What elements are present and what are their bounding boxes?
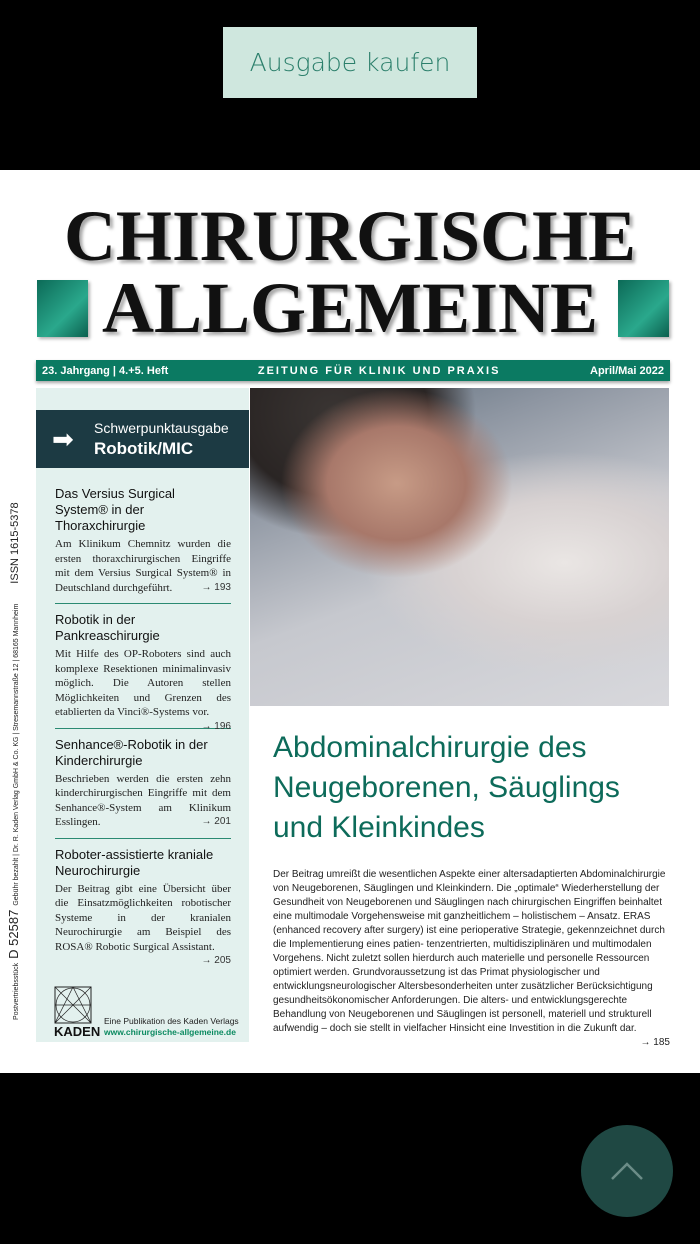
magazine-cover	[0, 170, 700, 1073]
text-line: surgery) ist eine perioperative Strategie, gekennzeichnet durch die Implementierung eines patien-	[273, 925, 665, 950]
text-line: materielle und personelle Ressourcen optimiert werden. Grundvoraussetzung ist das Primat	[273, 953, 650, 978]
article-title: Senhance®-Robotik in der Kinderchirurgie	[55, 736, 208, 768]
article-teaser-block	[55, 882, 231, 966]
article-teaser: Beschrieben werden die ersten zehn kinderchirurgischen Eingriffe mit dem Senhance®-System am Klinikum Esslingen.	[55, 772, 231, 828]
issue-date: April/Mai 2022	[590, 364, 664, 377]
kaden-logo-icon	[54, 986, 92, 1024]
postal-prefix: Postvertriebsstück	[13, 962, 20, 1020]
sidebar-article-list	[55, 478, 231, 969]
page-ref: → 196	[201, 720, 231, 732]
page-ref: → 201	[201, 816, 231, 827]
cover-photo	[250, 388, 669, 706]
publisher-text: Eine Publikation des Kaden Verlags	[104, 1016, 239, 1026]
article-teaser: Am Klinikum Chemnitz wurden die ersten thoraxchirurgischen Eingriffe mit dem Versius Surgical System® in Deutschland durchgeführt.	[55, 538, 231, 594]
postal-code: D 52587	[6, 909, 21, 959]
text-line: Behandlung von Neugeborenen und Säuglingen ist personell, materiell und strukturell	[273, 1009, 652, 1020]
article-teaser-block	[55, 647, 231, 732]
text-line: physiologischer und entwicklungsneurologischer Altersbesonderheiten unter zusätzlicher	[273, 967, 600, 992]
sidebar-header-topic: Robotik/MIC	[94, 439, 194, 458]
article-title: Roboter-assistierte kraniale Neurochirurgie	[55, 846, 214, 878]
text-line: aufwendig – doch sie stellt in vielfacher Hinsicht eine Investition in die Zukunft dar.	[273, 1023, 637, 1034]
sidebar-article	[55, 729, 231, 839]
article-teaser-block	[55, 772, 231, 830]
cover-headline: Abdominalchirurgie des Neugeborenen, Säuglings und Kleinkindes	[273, 731, 620, 844]
page-ref: → 193	[201, 581, 231, 593]
page-ref: → 205	[201, 955, 231, 966]
article-teaser: Der Beitrag gibt eine Übersicht über die Einsatzmöglichkeiten robotischer Systeme in der kranialen Neurochirurgie am Beispiel des ROSA® Robotic Surgical Assistant.	[55, 882, 231, 953]
issn: ISSN 1615-5378	[9, 502, 21, 584]
arrow-right-icon: ➡	[52, 424, 74, 454]
scroll-up-button[interactable]	[581, 1125, 673, 1217]
article-teaser: Mit Hilfe des OP-Roboters sind auch komplexe Resektionen minimalinvasiv möglich. Die Autoren stellen Möglichkeiten und Grenzen des etablierten da Vinci®-Systems vor.	[55, 648, 231, 718]
publisher-url: www.chirurgische-allgemeine.de	[104, 1027, 236, 1037]
sidebar-article	[55, 604, 231, 732]
buy-issue-button[interactable]: Ausgabe kaufen	[223, 27, 477, 98]
sidebar-header	[36, 410, 249, 468]
sidebar-article	[55, 478, 231, 604]
publisher-address: Gebühr bezahlt | Dr. R. Kaden Verlag GmbH & Co. KG | Stresemannstraße 12 | 68165 Mannheim	[13, 603, 20, 906]
sidebar-contents	[36, 388, 249, 1042]
article-teaser-block	[55, 537, 231, 595]
page-ref: → 185	[640, 1037, 670, 1048]
publisher-block	[54, 986, 244, 1040]
masthead-line2: ALLGEMEINE	[101, 268, 599, 348]
text-line: tenzentrierten, multidisziplinären und multimodalen Vorgehens. Nicht zuletzt sollen hierdurch auch	[273, 939, 652, 964]
issue-bar	[36, 360, 670, 381]
kaden-wordmark: KADEN	[54, 1024, 101, 1039]
sidebar-header-label: Schwerpunktausgabe	[94, 420, 229, 436]
text-line: Der Beitrag umreißt die wesentlichen Aspekte einer altersadaptierten Abdominalchirurgie von	[273, 869, 666, 894]
article-title: Das Versius Surgical System® in der Thoraxchirurgie	[55, 486, 175, 533]
chevron-up-icon	[609, 1160, 645, 1182]
postal-info	[6, 502, 21, 1020]
tagline: ZEITUNG FÜR KLINIK UND PRAXIS	[257, 364, 501, 377]
text-line: Neugeborenen, Säuglingen und Kleinkindern. Die „optimale“ Wiederherstellung der Gesundheit	[273, 883, 660, 908]
text-line: von Neugeborenen und Säuglingen nach chirurgischen Eingriffen beinhaltet eine multimodale	[273, 897, 662, 922]
cover-article-text	[273, 868, 670, 1050]
text-line: Vorgehensweise mit ganzheitlichem – holistischem – Ansatz. ERAS (enhanced recovery after	[273, 911, 651, 936]
masthead-line1: CHIRURGISCHE	[63, 196, 637, 276]
article-title: Robotik in der Pankreaschirurgie	[55, 612, 160, 643]
text-line: Berücksichtigung gesundheitsökonomischer Anforderungen. Die alters- und entwicklungsgerechte	[273, 981, 653, 1006]
sidebar-article	[55, 839, 231, 966]
issue-number: 23. Jahrgang | 4.+5. Heft	[42, 364, 169, 377]
